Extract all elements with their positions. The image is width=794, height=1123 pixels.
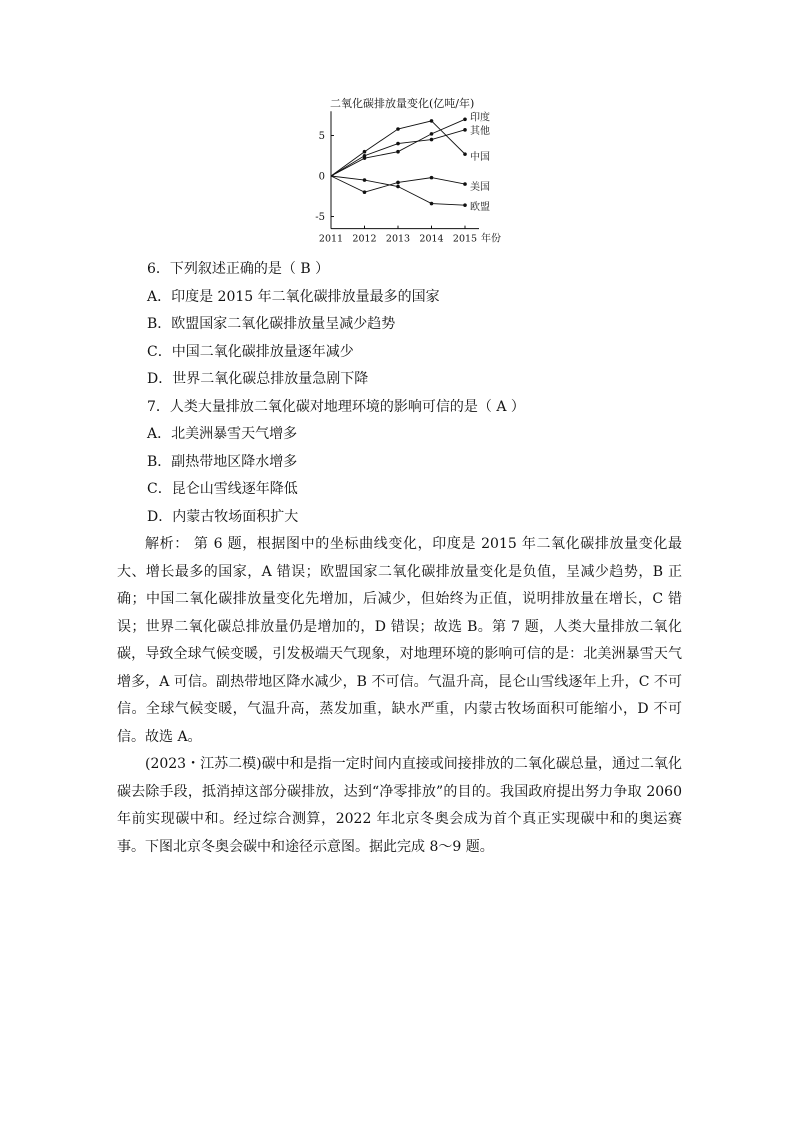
data-point	[363, 150, 367, 154]
question-6-option-c: C．中国二氧化碳排放量逐年减少	[147, 343, 354, 360]
data-point	[463, 118, 467, 122]
data-point	[463, 203, 467, 207]
question-6-option-b: B．欧盟国家二氧化碳排放量呈减少趋势	[147, 316, 396, 332]
question-7-option-c: C．昆仑山雪线逐年降低	[147, 481, 298, 497]
y-tick-label: 5	[318, 131, 325, 142]
x-tick-label: 2011	[318, 233, 344, 245]
data-point	[463, 152, 467, 156]
data-point	[463, 128, 467, 132]
data-point	[430, 119, 434, 123]
series-label: 美国	[470, 182, 490, 194]
chart-title: 二氧化碳排放量变化(亿吨/年)	[330, 97, 475, 110]
series-label: 欧盟	[470, 202, 490, 214]
question-7-option-d: D．内蒙古牧场面积扩大	[147, 508, 299, 525]
data-point	[363, 190, 367, 194]
question-6-option-a: A．印度是 2015 年二氧化碳排放量最多的国家	[147, 288, 440, 305]
x-tick-label: 2015	[452, 233, 478, 245]
x-tick-label: 2014	[419, 233, 444, 245]
y-tick-label: -5	[315, 212, 325, 223]
line-chart	[300, 90, 520, 250]
data-point	[363, 154, 367, 158]
question-6-option-d: D．世界二氧化碳总排放量急剧下降	[147, 371, 369, 387]
data-point	[396, 127, 400, 131]
x-axis-label: 年份	[481, 233, 501, 245]
question-7-option-a: A．北美洲暴雪天气增多	[147, 426, 298, 442]
data-point	[463, 182, 467, 186]
co2-emission-chart	[300, 90, 520, 250]
data-point	[430, 176, 434, 180]
series-label: 其他	[470, 125, 490, 137]
question-6: 6．下列叙述正确的是（ B ）	[147, 261, 330, 277]
data-point	[430, 202, 434, 206]
data-point	[396, 142, 400, 146]
x-tick-label: 2012	[352, 233, 377, 245]
data-point	[396, 185, 400, 189]
data-point	[363, 178, 367, 182]
intro-paragraph: (2023・江苏二模)碳中和是指一定时间内直接或间接排放的二氧化碳总量，通过二氧化碳去除手段，抵消掉这部分碳排放，达到“净零排放”的目的。我国政府提出努力争取 2060 年前实现碳中和。经过综合测算，2022 年北京冬奥会成为首个真正实现碳中和的奥运赛事。下图北京冬奥会碳中和途径示意图。据此完成 8～9 题。	[117, 756, 682, 855]
x-tick-label: 2013	[385, 233, 411, 245]
question-content	[117, 256, 682, 861]
series-label: 印度	[470, 112, 490, 124]
analysis-paragraph: 解析： 第 6 题，根据图中的坐标曲线变化，印度是 2015 年二氧化碳排放量变化最大、增长最多的国家，A 错误；欧盟国家二氧化碳排放量变化是负值，呈减少趋势，B 正确；中国二氧化碳排放量变化先增加，后减少，但始终为正值，说明排放量在增长，C 错误；世界二氧化碳总排放量仍是增加的，D 错误；故选 B。第 7 题，人类大量排放二氧化碳，导致全球气候变暖，引发极端天气现象，对地理环境的影响可信的是：北美洲暴雪天气增多，A 可信。副热带地区降水减少，B 不可信。气温升高，昆仑山雪线逐年上升，C 不可信。全球气候变暖，气温升高，蒸发加重，缺水严重，内蒙古牧场面积可能缩小，D 不可信。故选 A。	[117, 536, 682, 745]
question-7-option-b: B．副热带地区降水增多	[147, 453, 298, 470]
data-point	[396, 150, 400, 154]
data-point	[396, 181, 400, 185]
question-7: 7．人类大量排放二氧化碳对地理环境的影响可信的是（ A ）	[147, 398, 525, 415]
series-label: 中国	[470, 152, 490, 164]
data-point	[430, 132, 434, 136]
y-tick-label: 0	[318, 171, 325, 183]
data-point	[430, 138, 434, 142]
